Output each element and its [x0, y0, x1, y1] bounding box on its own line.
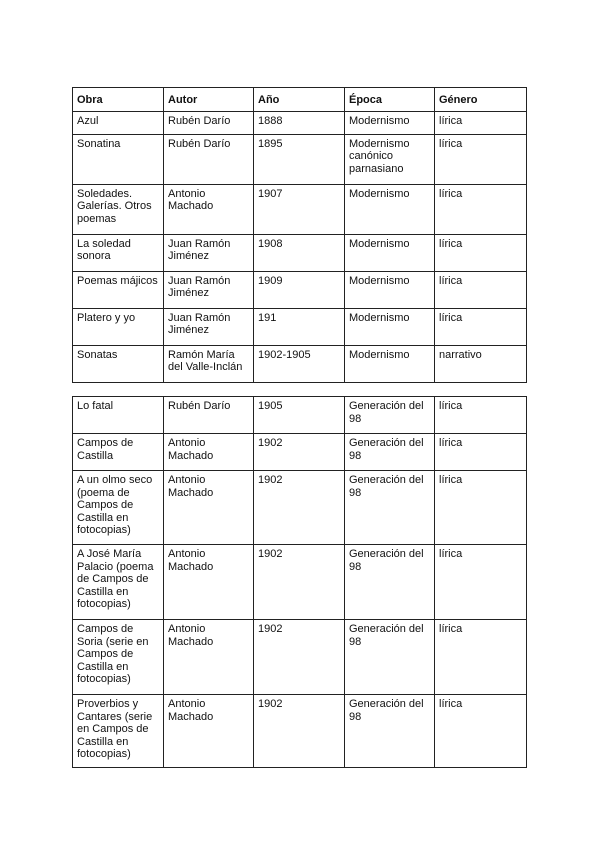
header-epoca: Época	[345, 88, 435, 112]
cell-autor: Antonio Machado	[164, 184, 254, 234]
cell-genero: lírica	[435, 545, 527, 620]
cell-epoca: Modernismo	[345, 345, 435, 382]
cell-anio: 1909	[254, 271, 345, 308]
header-anio: Año	[254, 88, 345, 112]
table-row	[73, 234, 527, 271]
table-row	[73, 134, 527, 184]
cell-epoca: Modernismo	[345, 234, 435, 271]
table-row	[73, 471, 527, 545]
cell-obra: Campos de Soria (serie en Campos de Castilla en fotocopias)	[73, 620, 164, 695]
cell-epoca: Modernismo	[345, 308, 435, 345]
table-row	[73, 545, 527, 620]
cell-autor: Antonio Machado	[164, 471, 254, 545]
cell-obra: Soledades. Galerías. Otros poemas	[73, 184, 164, 234]
cell-autor: Antonio Machado	[164, 545, 254, 620]
cell-genero: lírica	[435, 111, 527, 134]
cell-epoca: Modernismo	[345, 271, 435, 308]
cell-anio: 191	[254, 308, 345, 345]
cell-epoca: Generación del 98	[345, 545, 435, 620]
cell-genero: lírica	[435, 397, 527, 434]
header-autor: Autor	[164, 88, 254, 112]
table-row	[73, 308, 527, 345]
cell-epoca: Modernismo canónico parnasiano	[345, 134, 435, 184]
cell-obra: Poemas májicos	[73, 271, 164, 308]
cell-anio: 1902-1905	[254, 345, 345, 382]
table-row	[73, 111, 527, 134]
cell-genero: lírica	[435, 184, 527, 234]
cell-obra: Sonatina	[73, 134, 164, 184]
cell-autor: Antonio Machado	[164, 620, 254, 695]
cell-genero: lírica	[435, 695, 527, 768]
works-table-generacion-98	[72, 396, 527, 768]
cell-obra: A José María Palacio (poema de Campos de Castilla en fotocopias)	[73, 545, 164, 620]
cell-genero: lírica	[435, 134, 527, 184]
cell-anio: 1888	[254, 111, 345, 134]
cell-autor: Antonio Machado	[164, 434, 254, 471]
cell-autor: Juan Ramón Jiménez	[164, 234, 254, 271]
cell-obra: Campos de Castilla	[73, 434, 164, 471]
cell-anio: 1895	[254, 134, 345, 184]
table-row	[73, 434, 527, 471]
header-genero: Género	[435, 88, 527, 112]
cell-genero: lírica	[435, 471, 527, 545]
cell-epoca: Generación del 98	[345, 471, 435, 545]
cell-autor: Rubén Darío	[164, 111, 254, 134]
cell-obra: A un olmo seco (poema de Campos de Castilla en fotocopias)	[73, 471, 164, 545]
cell-anio: 1902	[254, 695, 345, 768]
table-row	[73, 184, 527, 234]
cell-epoca: Generación del 98	[345, 397, 435, 434]
cell-genero: lírica	[435, 271, 527, 308]
cell-anio: 1908	[254, 234, 345, 271]
cell-genero: narrativo	[435, 345, 527, 382]
cell-autor: Antonio Machado	[164, 695, 254, 768]
cell-genero: lírica	[435, 308, 527, 345]
table-row	[73, 397, 527, 434]
cell-genero: lírica	[435, 620, 527, 695]
cell-epoca: Generación del 98	[345, 695, 435, 768]
cell-autor: Ramón María del Valle-Inclán	[164, 345, 254, 382]
table-row	[73, 345, 527, 382]
cell-epoca: Modernismo	[345, 111, 435, 134]
cell-obra: Lo fatal	[73, 397, 164, 434]
cell-obra: Proverbios y Cantares (serie en Campos de Castilla en fotocopias)	[73, 695, 164, 768]
cell-autor: Rubén Darío	[164, 134, 254, 184]
table-row	[73, 271, 527, 308]
table-header-row	[73, 88, 527, 112]
table-row	[73, 620, 527, 695]
cell-obra: Sonatas	[73, 345, 164, 382]
header-obra: Obra	[73, 88, 164, 112]
cell-genero: lírica	[435, 434, 527, 471]
cell-autor: Juan Ramón Jiménez	[164, 271, 254, 308]
cell-autor: Juan Ramón Jiménez	[164, 308, 254, 345]
cell-obra: La soledad sonora	[73, 234, 164, 271]
cell-genero: lírica	[435, 234, 527, 271]
cell-obra: Platero y yo	[73, 308, 164, 345]
cell-epoca: Modernismo	[345, 184, 435, 234]
cell-epoca: Generación del 98	[345, 434, 435, 471]
cell-obra: Azul	[73, 111, 164, 134]
cell-anio: 1902	[254, 620, 345, 695]
cell-anio: 1902	[254, 545, 345, 620]
cell-anio: 1907	[254, 184, 345, 234]
cell-anio: 1905	[254, 397, 345, 434]
cell-epoca: Generación del 98	[345, 620, 435, 695]
table-row	[73, 695, 527, 768]
works-table-modernismo	[72, 87, 527, 383]
cell-autor: Rubén Darío	[164, 397, 254, 434]
cell-anio: 1902	[254, 471, 345, 545]
cell-anio: 1902	[254, 434, 345, 471]
